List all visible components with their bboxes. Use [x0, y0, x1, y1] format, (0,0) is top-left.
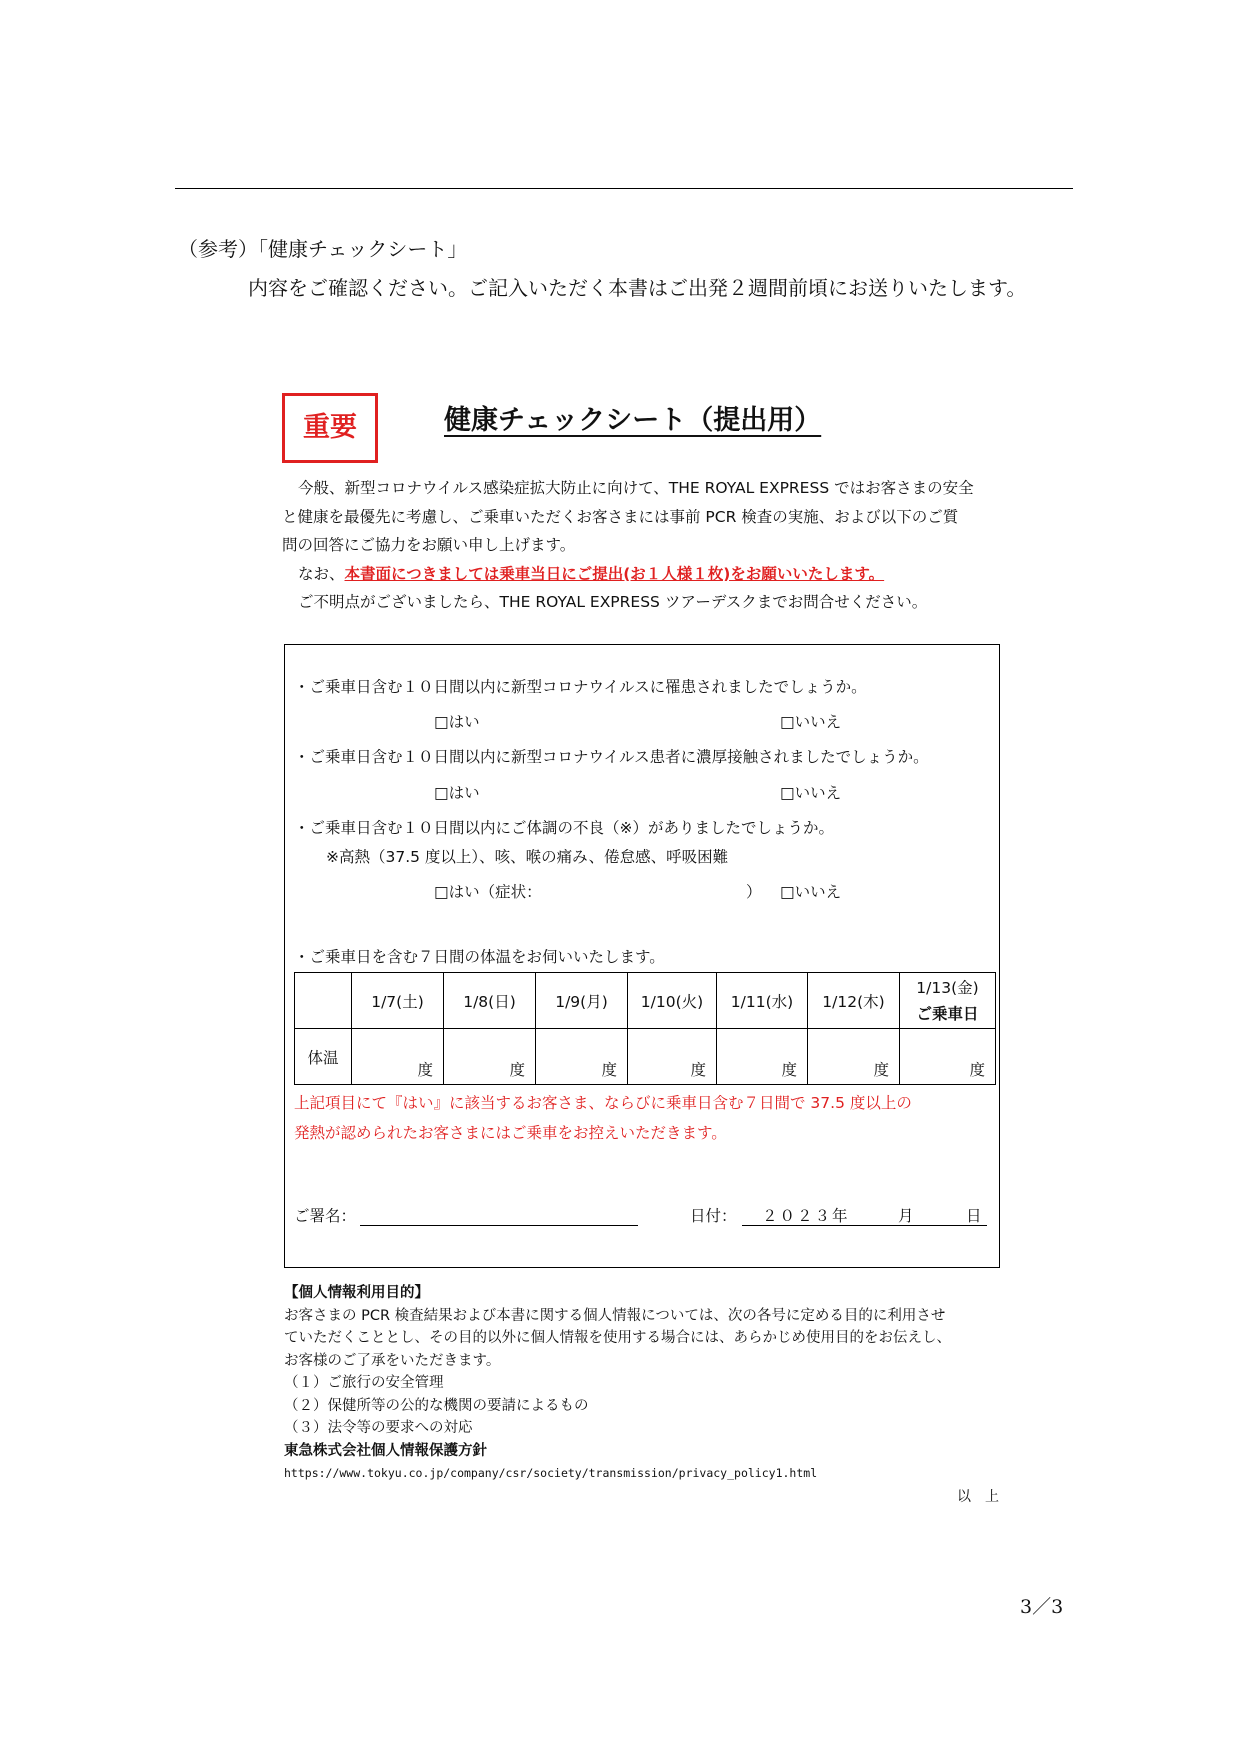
privacy-body: お客さまの PCR 検査結果および本書に関する個人情報については、次の各号に定める目的に利用させ [284, 1307, 946, 1324]
privacy-policy-link[interactable]: https://www.tokyu.co.jp/company/csr/society/transmission/privacy_policy1.html [284, 1466, 818, 1480]
degree-unit: 度 [873, 1061, 889, 1079]
privacy-policy-line [284, 1440, 1004, 1485]
question-2: ・ご乗車日含む１０日間以内に新型コロナウイルス患者に濃厚接触されましたでしょうか。 [294, 748, 929, 766]
question-3: ・ご乗車日含む１０日間以内にご体調の不良（※）がありましたでしょうか。 [294, 819, 834, 837]
corner-cell [295, 973, 352, 1029]
q3-no-checkbox[interactable]: □いいえ [780, 883, 842, 901]
temperature-row [295, 1029, 996, 1085]
degree-unit: 度 [601, 1061, 617, 1079]
degree-unit: 度 [509, 1061, 525, 1079]
signature-field[interactable] [360, 1225, 638, 1226]
date-month: 月 [898, 1207, 914, 1225]
privacy-body: お客様のご了承をいただきます。 [284, 1352, 501, 1369]
q1-yes-checkbox[interactable]: □はい [434, 713, 480, 731]
q2-no-checkbox[interactable]: □いいえ [780, 784, 842, 802]
top-divider [175, 188, 1073, 189]
date-cell-last [900, 973, 996, 1029]
temperature-input[interactable] [628, 1029, 717, 1085]
q3-yes-checkbox[interactable]: □はい（症状： [434, 883, 542, 901]
temperature-input[interactable] [808, 1029, 900, 1085]
temperature-prompt: ・ご乗車日を含む７日間の体温をお伺いいたします。 [294, 948, 665, 966]
boarding-day-label: ご乗車日 [916, 1004, 979, 1023]
intro-line: と健康を最優先に考慮し、ご乗車いただくお客さまには事前 PCR 検査の実施、および以下のご質 [282, 507, 959, 526]
q1-no-checkbox[interactable]: □いいえ [780, 713, 842, 731]
temperature-input[interactable] [352, 1029, 444, 1085]
degree-unit: 度 [969, 1061, 985, 1079]
date-label: 1/13(金) [916, 978, 979, 997]
question-1: ・ご乗車日含む１０日間以内に新型コロナウイルスに罹患されましたでしょうか。 [294, 678, 867, 696]
date-cell: 1/11(水) [717, 973, 808, 1029]
privacy-policy-label: 東急株式会社個人情報保護方針 [284, 1442, 487, 1459]
date-year: ２０２３年 [762, 1207, 850, 1225]
reference-heading: （参考）「健康チェックシート」 [178, 237, 468, 261]
closing-mark: 以 上 [957, 1489, 999, 1505]
date-cell: 1/10(火) [628, 973, 717, 1029]
important-badge: 重要 [282, 393, 378, 463]
intro-line: 問の回答にご協力をお願い申し上げます。 [282, 536, 576, 554]
signature-label: ご署名： [294, 1207, 357, 1225]
date-day: 日 [966, 1207, 982, 1225]
date-cell: 1/8(日) [444, 973, 536, 1029]
date-row [295, 973, 996, 1029]
date-label: 日付： [690, 1207, 737, 1225]
degree-unit: 度 [417, 1061, 433, 1079]
degree-unit: 度 [781, 1061, 797, 1079]
warning-line: 上記項目にて『はい』に該当するお客さま、ならびに乗車日含む７日間で 37.5 度以上の [294, 1094, 912, 1112]
date-cell: 1/9(月) [536, 973, 628, 1029]
date-cell: 1/12(木) [808, 973, 900, 1029]
submission-notice: 本書面につきましては乗車当日にご提出(お１人様１枚)をお願いいたします。 [344, 564, 885, 583]
reference-note: 内容をご確認ください。ご記入いただく本書はご出発２週間前頃にお送りいたします。 [248, 276, 1027, 300]
intro-line: 今般、新型コロナウイルス感染症拡大防止に向けて、THE ROYAL EXPRESS ではお客さまの安全 [298, 479, 974, 497]
q2-yes-checkbox[interactable]: □はい [434, 784, 480, 802]
privacy-body: ていただくこととし、その目的以外に個人情報を使用する場合には、あらかじめ使用目的をお伝えし、 [284, 1330, 951, 1346]
temperature-table [294, 972, 996, 1085]
warning-line: 発熱が認められたお客さまにはご乗車をお控えいただきます。 [294, 1124, 727, 1142]
temperature-row-label: 体温 [295, 1029, 352, 1085]
date-cell: 1/7(土) [352, 973, 444, 1029]
temperature-input[interactable] [444, 1029, 536, 1085]
privacy-item: （１）ご旅行の安全管理 [284, 1375, 444, 1391]
symptom-note: ※高熱（37.5 度以上）、咳、喉の痛み、倦怠感、呼吸困難 [326, 848, 729, 866]
privacy-item: （２）保健所等の公的な機関の要請によるもの [284, 1397, 589, 1414]
privacy-item: （３）法令等の要求への対応 [284, 1420, 473, 1436]
privacy-heading: 【個人情報利用目的】 [284, 1285, 429, 1301]
symptom-close-paren: ） [746, 883, 762, 901]
ineligibility-warning [294, 1088, 994, 1148]
intro-prefix: なお、 [298, 564, 345, 583]
intro-line: ご不明点がございましたら、THE ROYAL EXPRESS ツアーデスクまでお問合せください。 [298, 593, 928, 611]
temperature-input[interactable] [536, 1029, 628, 1085]
intro-line [282, 560, 1002, 589]
degree-unit: 度 [690, 1061, 706, 1079]
temperature-input[interactable] [717, 1029, 808, 1085]
page-number: 3／3 [1020, 1596, 1064, 1618]
privacy-section [284, 1282, 1004, 1485]
temperature-input[interactable] [900, 1029, 996, 1085]
intro-text [282, 474, 1002, 617]
sheet-title: 健康チェックシート（提出用） [444, 405, 822, 436]
